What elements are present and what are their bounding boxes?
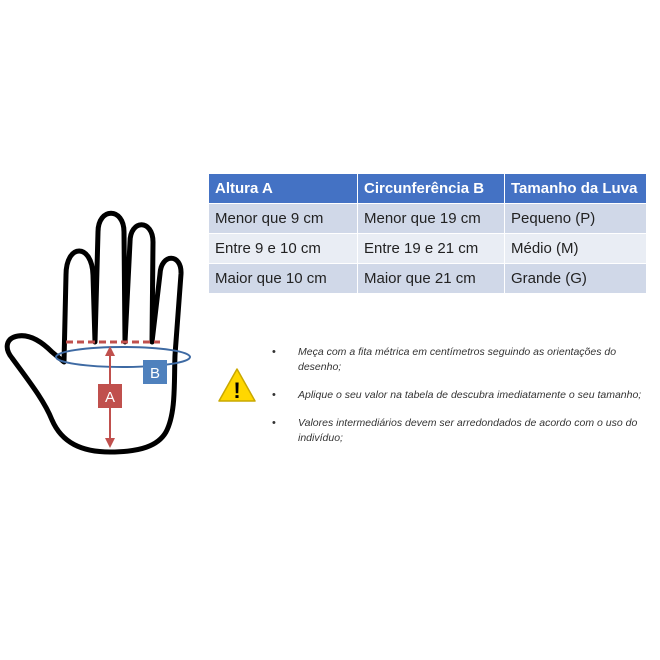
table-header-row (209, 174, 647, 204)
warning-symbol: ! (233, 378, 241, 403)
label-a: A (104, 389, 116, 406)
list-item: • Valores intermediários devem ser arredondados de acordo com o uso do indivíduo; (272, 416, 642, 446)
header-altura: Altura A (209, 174, 358, 204)
table-row (209, 264, 647, 294)
table-cell: Médio (M) (505, 234, 647, 264)
size-table (208, 173, 647, 294)
table-row (209, 234, 647, 264)
warning-triangle-icon (217, 367, 257, 403)
table-cell: Grande (G) (505, 264, 647, 294)
table-cell: Menor que 9 cm (209, 204, 358, 234)
table-cell: Entre 19 e 21 cm (358, 234, 505, 264)
header-tamanho: Tamanho da Luva (505, 174, 647, 204)
list-item: • Meça com a fita métrica em centímetros seguindo as orientações do desenho; (272, 345, 642, 375)
table-cell: Pequeno (P) (505, 204, 647, 234)
hand-outline (7, 213, 181, 452)
list-item: • Aplique o seu valor na tabela de descubra imediatamente o seu tamanho; (272, 388, 642, 403)
table-row (209, 204, 647, 234)
table-cell: Maior que 10 cm (209, 264, 358, 294)
label-b: B (149, 365, 161, 382)
table-cell: Maior que 21 cm (358, 264, 505, 294)
instructions-list (272, 345, 642, 459)
header-circunferencia: Circunferência B (358, 174, 505, 204)
table-cell: Menor que 19 cm (358, 204, 505, 234)
table-cell: Entre 9 e 10 cm (209, 234, 358, 264)
